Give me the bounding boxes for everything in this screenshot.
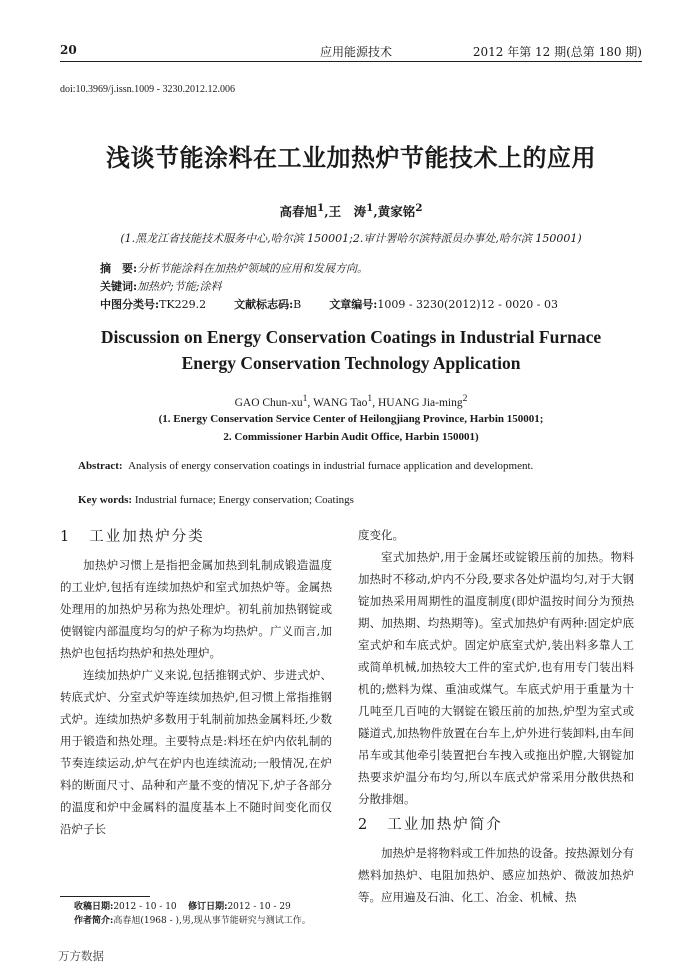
page-number: 20 [60, 43, 77, 57]
doc-code-value: B [293, 298, 302, 311]
keywords-en [78, 494, 614, 506]
revised-date: 2012 - 10 - 29 [227, 902, 291, 912]
received-date: 2012 - 10 - 10 [113, 902, 177, 912]
clc-value: TK229.2 [159, 298, 207, 311]
paragraph: 连续加热炉广义来说,包括推钢式炉、步进式炉、转底式炉、分室式炉等连续加热炉,但习惯上常指推钢式炉。连续加热炉多数用于轧制前加热金属料坯,少数用于锻造和热处理。主要特点是:料坯在炉内依轧制的节奏连续运动,炉气在炉内也连续流动;一般情况,在炉料的断面尺寸、品种和产量不变的情况下,炉子各部分的温度和炉中金属料的温度基本上不随时间变化而仅沿炉子长 [60, 668, 332, 836]
author-2-en: WANG Tao [313, 396, 368, 409]
received-date-label: 收稿日期: [74, 902, 114, 912]
author-2-affil-mark: 1 [366, 202, 374, 214]
revised-date-label: 修订日期: [188, 902, 228, 912]
author-2-cn: 王 涛 [328, 204, 367, 220]
body-column-left [60, 524, 332, 840]
section-1-title: 工业加热炉分类 [89, 529, 205, 545]
footnote-rule [60, 896, 150, 897]
author-3-affil-mark: 2 [415, 202, 423, 214]
authors-cn: 高春旭$^1$,王 涛$^1$,黄家铭$^2$ [279, 202, 423, 220]
author-bio-label: 作者简介: [74, 916, 114, 926]
abstract-en [78, 458, 614, 475]
footnote [74, 900, 324, 928]
section-2-title: 工业加热炉简介 [387, 817, 503, 833]
doc-code-label: 文献标志码: [234, 298, 294, 311]
section-heading-2 [358, 812, 634, 838]
author-3-cn: 黄家铭 [377, 204, 416, 220]
keywords-text-cn: 加热炉;节能;涂料 [137, 280, 222, 293]
running-header [60, 40, 642, 62]
doi: doi:10.3969/j.issn.1009 - 3230.2012.12.006 [60, 84, 236, 95]
article-no-label: 文章编号: [329, 298, 378, 311]
author-1-affil-mark: 1 [317, 202, 325, 214]
affiliation-cn: (1.黑龙江省技能技术服务中心,哈尔滨 150001;2.审计署哈尔滨特派员办事处,哈尔滨 150001) [120, 232, 582, 245]
article-title-cn: 浅谈节能涂料在工业加热炉节能技术上的应用 [106, 143, 596, 172]
watermark: 万方数据 [58, 949, 104, 963]
title-en-line-1: Discussion on Energy Conservation Coatings in Industrial Furnace [100, 327, 602, 347]
section-2-number: 2 [358, 817, 370, 833]
paragraph: 加热炉习惯上是指把金属加热到轧制成锻造温度的工业炉,包括有连续加热炉和室式加热炉等。金属热处理用的加热炉另称为热处理炉。初轧前加热钢锭或使钢锭内部温度均匀的炉子称为均热炉。广义而言,加热炉也包括均热炉和热处理炉。 [60, 558, 332, 660]
abstract-label-cn: 摘 要: [100, 262, 138, 275]
author-2-en-affil-mark: 1 [367, 393, 373, 404]
journal-name: 应用能源技术 [320, 45, 393, 59]
keywords-label-en: Key words: [78, 494, 133, 506]
affiliation-en-line-1: (1. Energy Conservation Service Center of Heilongjiang Province, Harbin 150001; [158, 413, 544, 425]
keywords-text-en: Industrial furnace; Energy conservation; Coatings [134, 494, 354, 506]
affiliation-en-line-2: 2. Commissioner Harbin Audit Office, Harbin 150001) [223, 431, 479, 443]
title-en-line-2: Energy Conservation Technology Application [181, 353, 521, 373]
abstract-text-en: Analysis of energy conservation coatings in industrial furnace application and development. [128, 460, 534, 472]
body-column-right [358, 524, 634, 908]
author-bio: 高春旭(1968 - ),男,现从事节能研究与测试工作。 [113, 916, 311, 926]
issue-info: 2012 年第 12 期(总第 180 期) [472, 45, 642, 59]
abstract-text-cn: 分析节能涂料在加热炉领域的应用和发展方向。 [137, 262, 369, 275]
author-3-en-affil-mark: 2 [462, 393, 468, 404]
paragraph-continued: 度变化。 [358, 528, 404, 542]
section-1-number: 1 [60, 529, 72, 545]
article-title-en [60, 324, 642, 376]
clc-label: 中图分类号: [100, 298, 160, 311]
author-1-cn: 高春旭 [279, 204, 317, 220]
author-3-en: HUANG Jia-ming [377, 396, 463, 409]
keywords-label-cn: 关键词: [100, 280, 138, 293]
section-heading-1 [60, 524, 332, 550]
paragraph: 室式加热炉,用于金属坯或锭锻压前的加热。物料加热时不移动,炉内不分段,要求各处炉温均匀,对于大钢锭加热采用周期性的温度制度(即炉温按时间分为预热期、加热期、均热期等)。室式加热炉有两种:固定炉底室式炉和车底式炉。固定炉底室式炉,装出料多靠人工或简单机械,加热较大工件的室式炉,也有用专门装出料机的;燃料为煤、重油或煤气。车底式炉用于重量为十几吨至几百吨的大钢锭在锻压前的加热,炉型为室式或隧道式,加热物件放置在台车上,炉外进行装卸料,由车间吊车或其他牵引装置把台车拽入或拖出炉膛,大钢锭加热要求炉温分布均匀,所以车底式炉常采用分散供热和分散排烟。 [358, 550, 634, 806]
article-no-value: 1009 - 3230(2012)12 - 0020 - 03 [377, 298, 559, 311]
authors-en: GAO Chun-$xu^1$, WANG Tao$^1$, HUANG Jia-ming$^2$ [234, 393, 468, 409]
abstract-label-en: Abstract: [78, 460, 123, 472]
author-1-en: GAO Chun-xu [234, 396, 303, 409]
affiliation-en [60, 410, 642, 446]
abstract-block-cn [100, 260, 558, 314]
author-1-en-affil-mark: 1 [302, 393, 308, 404]
paragraph: 加热炉是将物料或工件加热的设备。按热源划分有燃料加热炉、电阻加热炉、感应加热炉、微波加热炉等。应用遍及石油、化工、冶金、机械、热 [358, 846, 634, 904]
